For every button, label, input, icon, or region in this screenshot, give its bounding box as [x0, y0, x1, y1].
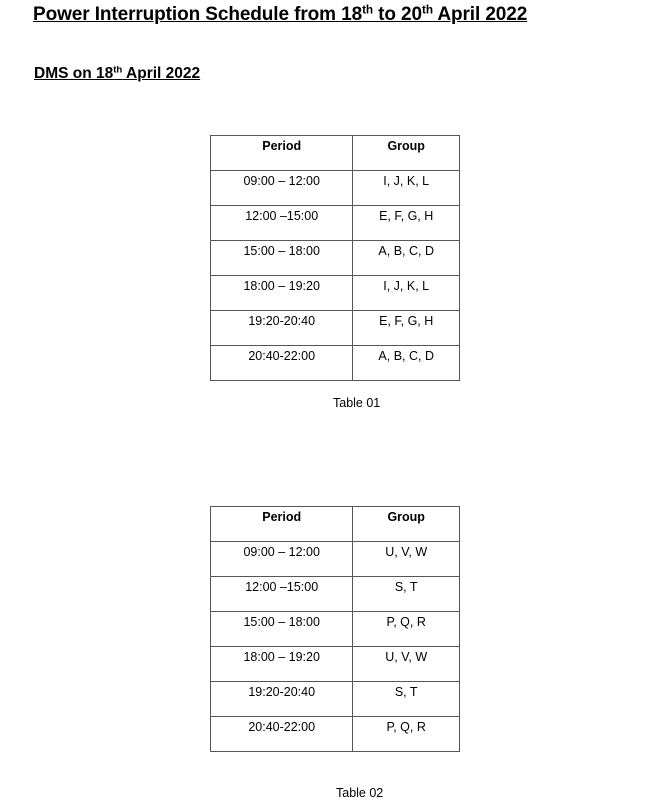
table-row: [211, 612, 460, 647]
group-cell: I, J, K, L: [353, 276, 460, 311]
group-cell: E, F, G, H: [353, 311, 460, 346]
title-superscript-1: th: [362, 3, 373, 17]
title-text-end: April 2022: [432, 4, 528, 25]
group-cell: A, B, C, D: [353, 241, 460, 276]
group-cell: S, T: [353, 577, 460, 612]
document-title: [33, 4, 527, 26]
group-header: Group: [353, 136, 460, 171]
period-cell: 12:00 –15:00: [211, 577, 353, 612]
heading-text-end: April 2022: [122, 65, 201, 82]
table-row: [211, 542, 460, 577]
table-row: [211, 311, 460, 346]
table-caption-02: Table 02: [336, 786, 384, 800]
period-cell: 18:00 – 19:20: [211, 647, 353, 682]
section-heading: [34, 65, 200, 83]
period-cell: 20:40-22:00: [211, 346, 353, 381]
period-header: Period: [211, 136, 353, 171]
table-row: [211, 647, 460, 682]
group-cell: U, V, W: [353, 542, 460, 577]
title-superscript-2: th: [422, 3, 433, 17]
group-cell: A, B, C, D: [353, 346, 460, 381]
period-cell: 19:20-20:40: [211, 311, 353, 346]
period-cell: 18:00 – 19:20: [211, 276, 353, 311]
table-row: [211, 346, 460, 381]
period-cell: 09:00 – 12:00: [211, 542, 353, 577]
group-cell: E, F, G, H: [353, 206, 460, 241]
table-row: [211, 276, 460, 311]
group-cell: P, Q, R: [353, 717, 460, 752]
period-cell: 15:00 – 18:00: [211, 241, 353, 276]
table-header-row: [211, 507, 460, 542]
period-cell: 19:20-20:40: [211, 682, 353, 717]
table-caption-01: Table 01: [333, 396, 381, 410]
table-row: [211, 577, 460, 612]
table-row: [211, 171, 460, 206]
table-row: [211, 717, 460, 752]
table-header-row: [211, 136, 460, 171]
group-cell: I, J, K, L: [353, 171, 460, 206]
title-text-middle: to 20: [372, 4, 422, 25]
table-row: [211, 206, 460, 241]
period-cell: 15:00 – 18:00: [211, 612, 353, 647]
period-header: Period: [211, 507, 353, 542]
group-cell: S, T: [353, 682, 460, 717]
period-cell: 20:40-22:00: [211, 717, 353, 752]
group-header: Group: [353, 507, 460, 542]
period-cell: 12:00 –15:00: [211, 206, 353, 241]
heading-text-start: DMS on 18: [34, 65, 114, 82]
period-cell: 09:00 – 12:00: [211, 171, 353, 206]
title-text-start: Power Interruption Schedule from 18: [33, 4, 363, 25]
heading-superscript: th: [113, 64, 123, 76]
group-cell: P, Q, R: [353, 612, 460, 647]
group-cell: U, V, W: [353, 647, 460, 682]
schedule-table-02: [210, 506, 460, 752]
table-row: [211, 241, 460, 276]
table-row: [211, 682, 460, 717]
schedule-table-01: [210, 135, 460, 381]
